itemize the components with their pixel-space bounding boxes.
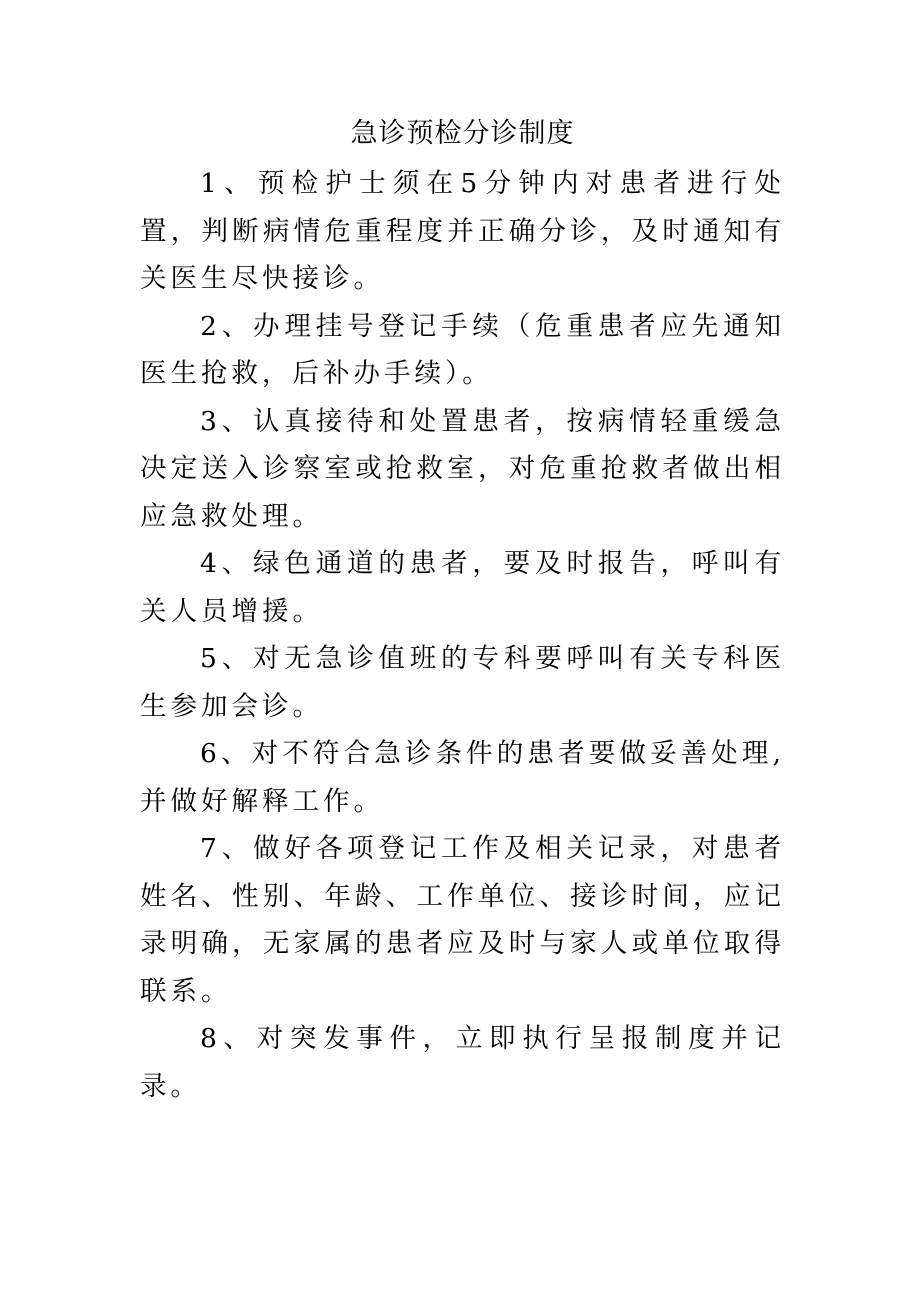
paragraph-1: 1、预检护士须在5分钟内对患者进行处置，判断病情危重程度并正确分诊，及时通知有关医生尽快接诊。 — [140, 168, 785, 294]
paragraph-8: 8、对突发事件，立即执行呈报制度并记录。 — [140, 1023, 785, 1102]
paragraph-2: 2、办理挂号登记手续（危重患者应先通知医生抢救，后补办手续）。 — [140, 310, 785, 389]
paragraph-5: 5、对无急诊值班的专科要呼叫有关专科医生参加会诊。 — [140, 643, 785, 722]
document-title: 急诊预检分诊制度 — [350, 118, 575, 149]
paragraph-3: 3、认真接待和处置患者，按病情轻重缓急决定送入诊察室或抢救室，对危重抢救者做出相应急救处理。 — [140, 405, 785, 532]
paragraph-4: 4、绿色通道的患者，要及时报告，呼叫有关人员增援。 — [140, 548, 785, 627]
paragraph-7: 7、做好各项登记工作及相关记录，对患者姓名、性别、年龄、工作单位、接诊时间，应记录明确，无家属的患者应及时与家人或单位取得联系。 — [140, 833, 785, 1007]
paragraph-6: 6、对不符合急诊条件的患者要做妥善处理,并做好解释工作。 — [140, 738, 785, 817]
document-page — [140, 108, 785, 1110]
